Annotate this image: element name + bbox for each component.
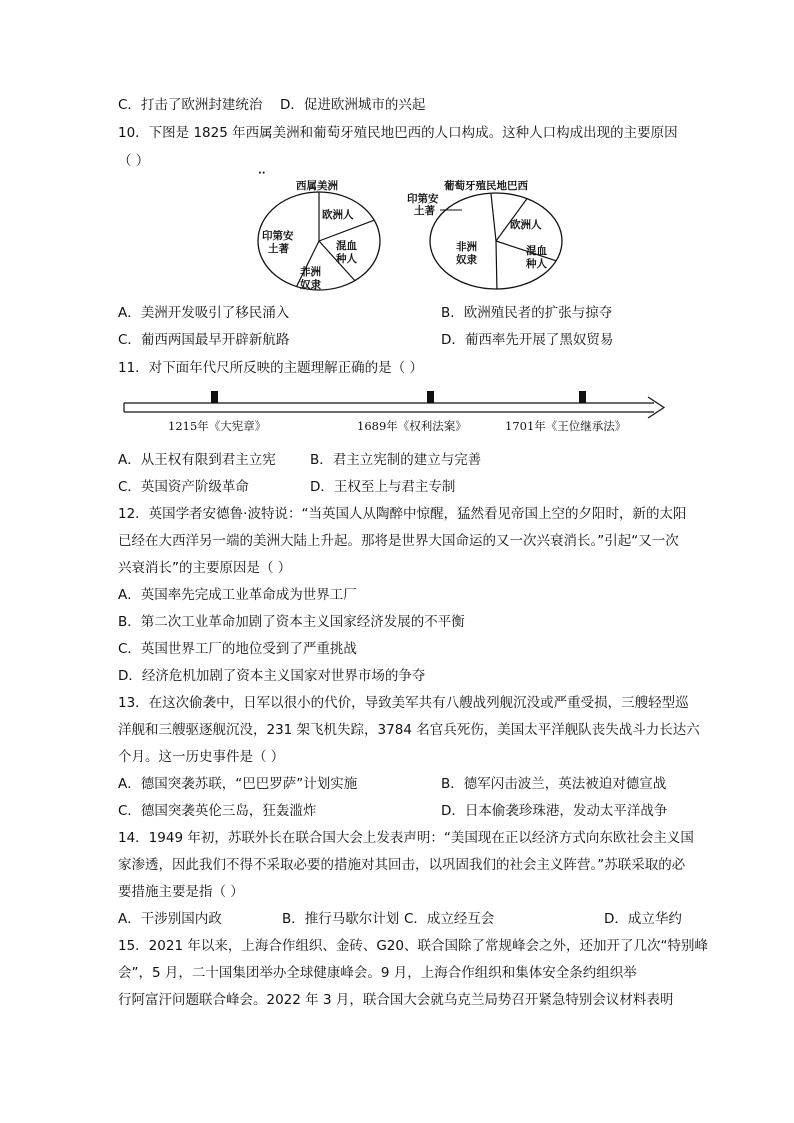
pie-left-label-native-1: 印第安 — [262, 230, 294, 242]
pie-left-label-europe: 欧洲人 — [322, 209, 354, 221]
pie-right-title: 葡萄牙殖民地巴西 — [444, 180, 528, 192]
pie-slice-boundary-印第安土著 — [491, 193, 496, 241]
timeline-marker-1689 — [427, 391, 434, 403]
q14-option-a: A．干涉别国内政 — [118, 911, 222, 927]
q13-line-1: 13．在这次偷袭中，日军以很小的代价，导致美军共有八艘战列舰沉没或严重受损，三艘轻型巡 — [118, 695, 689, 711]
q15-line-3: 行阿富汗问题联合峰会。2022 年 3 月，联合国大会就乌克兰局势召开紧急特别会议材料表明 — [118, 992, 674, 1008]
timeline-label-1215: 1215年《大宪章》 — [168, 419, 267, 433]
q9-option-d: D．促进欧洲城市的兴起 — [280, 97, 426, 113]
q12-line-1: 12．英国学者安德鲁·波特说：“当英国人从陶醉中惊醒，猛然看见帝国上空的夕阳时，新的太阳 — [118, 506, 687, 522]
pie-right-label-europe: 欧洲人 — [510, 219, 542, 231]
pie-left-label-mixed-2: 种人 — [336, 253, 357, 265]
q15-line-1: 15．2021 年以来，上海合作组织、金砖、G20、联合国除了常规峰会之外，还加开了几次“特别峰 — [118, 938, 708, 954]
pie-left-label-africa-2: 奴隶 — [300, 279, 321, 291]
pie-right-label-mixed-1: 混血 — [526, 245, 547, 257]
q14-line-2: 家渗透，因此我们不得不采取必要的措施对其回击，以巩固我们的社会主义阵营。”苏联采取的必 — [118, 857, 686, 873]
q10-option-a: A．美洲开发吸引了移民涌入 — [118, 305, 290, 321]
pie-slice-boundary-混血种人 — [319, 220, 374, 241]
q12-line-3: 兴衰消长”的主要原因是（ ） — [118, 560, 292, 576]
q10-option-b: B．欧洲殖民者的扩张与掠夺 — [441, 305, 613, 321]
q11-option-c: C．英国资产阶级革命 — [118, 479, 249, 495]
q11-option-d: D．王权至上与君主专制 — [310, 479, 456, 495]
timeline-marker-1215 — [211, 391, 218, 403]
pie-charts — [0, 0, 794, 320]
pie-left-label-native-2: 土著 — [268, 243, 289, 255]
q10-stem: 10．下图是 1825 年西属美洲和葡萄牙殖民地巴西的人口构成。这种人口构成出现的主要原因 — [118, 125, 678, 141]
timeline-label-1701: 1701年《王位继承法》 — [505, 419, 627, 433]
q12-option-d: D．经济危机加剧了资本主义国家对世界市场的争夺 — [118, 668, 426, 684]
pie-right-label-native-1: 印第安 — [407, 193, 439, 205]
q13-option-b: B．德军闪击波兰，英法被迫对德宣战 — [441, 776, 667, 792]
q10-option-d: D．葡西率先开展了黑奴贸易 — [441, 332, 614, 348]
q12-option-c: C．英国世界工厂的地位受到了严重挑战 — [118, 641, 357, 657]
q14-option-c: C．成立经互会 — [404, 911, 495, 927]
pie-right — [430, 193, 562, 289]
q11-option-a: A．从王权有限到君主立宪 — [118, 452, 276, 468]
q15-line-2: 会”，5 月，二十国集团举办全球健康峰会。9 月，上海合作组织和集体安全条约组织举 — [118, 965, 637, 981]
q13-option-d: D．日本偷袭珍珠港，发动太平洋战争 — [441, 803, 668, 819]
pie-right-label-native-2: 土著 — [414, 205, 435, 217]
pie-slice-boundary-非洲奴隶 — [496, 241, 497, 289]
q14-line-3: 要措施主要是指（ ） — [118, 884, 244, 900]
q11-option-b: B．君主立宪制的建立与完善 — [310, 452, 482, 468]
pie-right-label-africa-2: 奴隶 — [456, 254, 477, 266]
q10-option-c: C．葡西两国最早开辟新航路 — [118, 332, 290, 348]
pie-right-label-mixed-2: 种人 — [526, 258, 547, 270]
q12-option-b: B．第二次工业革命加剧了资本主义国家经济发展的不平衡 — [118, 614, 465, 630]
q9-option-c: C．打击了欧洲封建统治 — [118, 97, 263, 113]
q13-option-a: A．德国突袭苏联，“巴巴罗萨”计划实施 — [118, 776, 358, 792]
q13-option-c: C．德国突袭英伦三岛，狂轰滥炸 — [118, 803, 317, 819]
q14-option-d: D．成立华约 — [604, 911, 682, 927]
pie-left-title: 西属美洲 — [296, 180, 338, 192]
q14-line-1: 14．1949 年初，苏联外长在联合国大会上发表声明：“美国现在正以经济方式向东欧社会主义国 — [118, 830, 694, 846]
q12-option-a: A．英国率先完成工业革命成为世界工厂 — [118, 587, 357, 603]
pie-left-label-africa-1: 非洲 — [300, 266, 321, 278]
q11-stem: 11．对下面年代尺所反映的主题理解正确的是（ ） — [118, 360, 423, 376]
pie-left-mark: ·· — [258, 168, 266, 179]
pie-left-label-mixed-1: 混血 — [336, 240, 357, 252]
q13-line-2: 洋舰和三艘驱逐舰沉没，231 架飞机失踪，3784 名官兵死伤，美国太平洋舰队丧失战斗力长达六 — [118, 722, 700, 738]
timeline-label-1689: 1689年《权利法案》 — [357, 419, 467, 433]
pie-right-label-africa-1: 非洲 — [456, 241, 477, 253]
timeline-arrow — [648, 397, 664, 418]
q14-option-b: B．推行马歇尔计划 — [282, 911, 400, 927]
q10-bracket: （ ） — [118, 153, 150, 169]
q13-line-3: 个月。这一历史事件是（ ） — [118, 749, 285, 765]
q12-line-2: 已经在大西洋另一端的美洲大陆上升起。那将是世界大国命运的又一次兴衰消长。”引起“又一次 — [118, 533, 679, 549]
timeline-marker-1701 — [579, 391, 586, 403]
